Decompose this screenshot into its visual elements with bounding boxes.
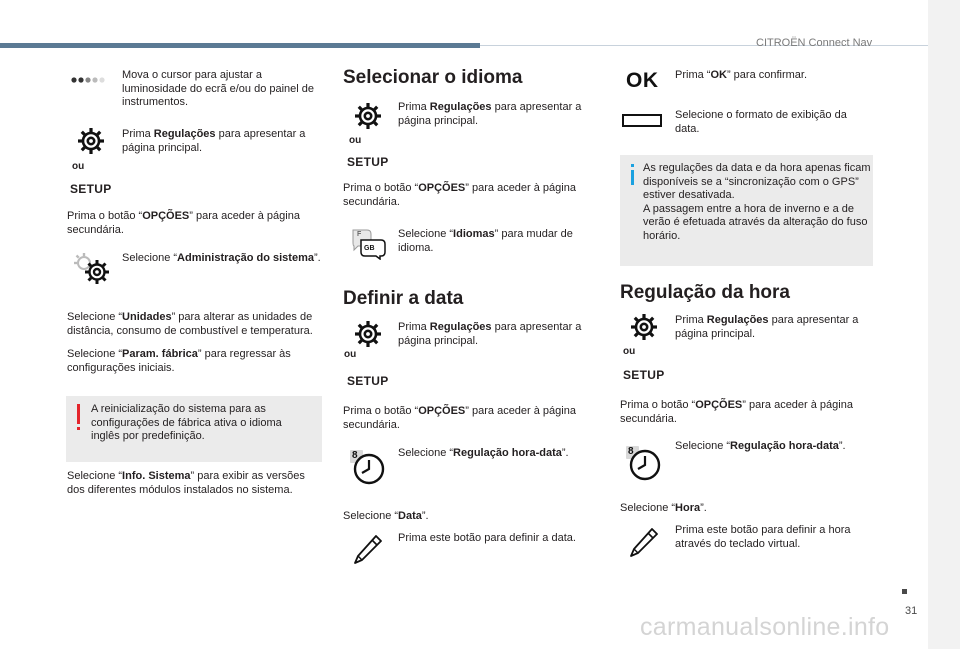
data-step-data: Selecione “Data”.: [343, 510, 429, 522]
data-step-button: Prima este botão para definir a data.: [398, 532, 576, 544]
step-opcoes: Prima o botão “OPÇÕES” para aceder à página secundária.: [67, 210, 300, 236]
section-title-idioma: Selecionar o idioma: [343, 67, 523, 88]
info-icon: [631, 170, 634, 185]
info-text: As regulações da data e da hora apenas ficam disponíveis se a “sincronização com o GPS” estiver desativada. A passagem entre a hora de inverno e a de verão é efetuada através da alteração do fuso horário.: [643, 162, 871, 242]
brand-label: CITROËN Connect Nav: [756, 37, 873, 49]
double-gear-icon: [73, 252, 111, 286]
setup-label: SETUP: [347, 374, 389, 388]
step-ok: Prima “OK” para confirmar.: [675, 69, 808, 81]
setup-label: SETUP: [347, 155, 389, 169]
idioma-step-opcoes: Prima o botão “OPÇÕES” para aceder à página secundária.: [343, 182, 576, 208]
data-step-regulacao-hora-data: Selecione “Regulação hora-data”.: [398, 447, 569, 459]
ou-label: ou: [623, 346, 636, 357]
brightness-text: Mova o cursor para ajustar a luminosidade do ecrã e/ou do painel de instrumentos.: [122, 69, 315, 108]
flag-f-label: F: [357, 231, 362, 238]
gear-icon: [630, 313, 658, 341]
step-format: Selecione o formato de exibição da data.: [675, 109, 847, 135]
watermark: carmanualsonline.info: [640, 613, 890, 641]
hora-step-opcoes: Prima o botão “OPÇÕES” para aceder à página secundária.: [620, 399, 853, 425]
data-step-opcoes: Prima o botão “OPÇÕES” para aceder à página secundária.: [343, 405, 576, 431]
step-administracao: Selecione “Administração do sistema”.: [122, 252, 321, 264]
warning-icon-dot: [77, 427, 80, 430]
sidebar: [928, 0, 960, 649]
hora-step-hora: Selecione “Hora”.: [620, 502, 707, 514]
idioma-step-regulacoes: Prima Regulações para apresentar a página principal.: [398, 101, 582, 127]
hora-step-button: Prima este botão para definir a hora através do teclado virtual.: [675, 524, 851, 550]
gear-icon: [354, 320, 382, 348]
ou-label: ou: [344, 349, 357, 360]
warning-icon: [77, 404, 80, 424]
page-number: 31: [905, 605, 918, 617]
flag-gb-label: GB: [364, 245, 375, 252]
gear-icon: [354, 102, 382, 130]
ok-icon: OK: [626, 69, 659, 92]
step-info-sistema: Selecione “Info. Sistema” para exibir as versões dos diferentes módulos instalados no sistema.: [67, 470, 305, 496]
progress-dots-icon: [71, 75, 107, 85]
step-param-fabrica: Selecione “Param. fábrica” para regressar às configurações iniciais.: [67, 348, 291, 374]
page-marker: [902, 589, 907, 594]
section-title-hora: Regulação da hora: [620, 282, 790, 303]
warning-text: A reinicialização do sistema para as configurações de fábrica ativa o idioma inglês por predefinição.: [91, 403, 282, 442]
pencil-icon: [352, 533, 384, 567]
hora-step-regulacoes: Prima Regulações para apresentar a página principal.: [675, 314, 859, 340]
step-regulacoes: Prima Regulações para apresentar a página principal.: [122, 128, 306, 154]
pencil-icon: [628, 526, 660, 560]
hora-step-regulacao-hora-data: Selecione “Regulação hora-data”.: [675, 440, 846, 452]
data-step-regulacoes: Prima Regulações para apresentar a página principal.: [398, 321, 582, 347]
format-bar-icon: [622, 114, 662, 127]
header-bar: [0, 43, 480, 48]
setup-label: SETUP: [623, 368, 665, 382]
ou-label: ou: [349, 135, 362, 146]
gear-icon: [77, 127, 105, 155]
info-icon-dot: [631, 164, 634, 167]
clock-badge: 8: [352, 450, 358, 461]
ou-label: ou: [72, 161, 85, 172]
step-unidades: Selecione “Unidades” para alterar as unidades de distância, consumo de combustível e temperatura.: [67, 311, 313, 337]
clock-badge: 8: [628, 446, 634, 457]
section-title-data: Definir a data: [343, 288, 464, 309]
setup-label: SETUP: [70, 182, 112, 196]
idioma-step-idiomas: Selecione “Idiomas” para mudar de idioma.: [398, 228, 573, 254]
